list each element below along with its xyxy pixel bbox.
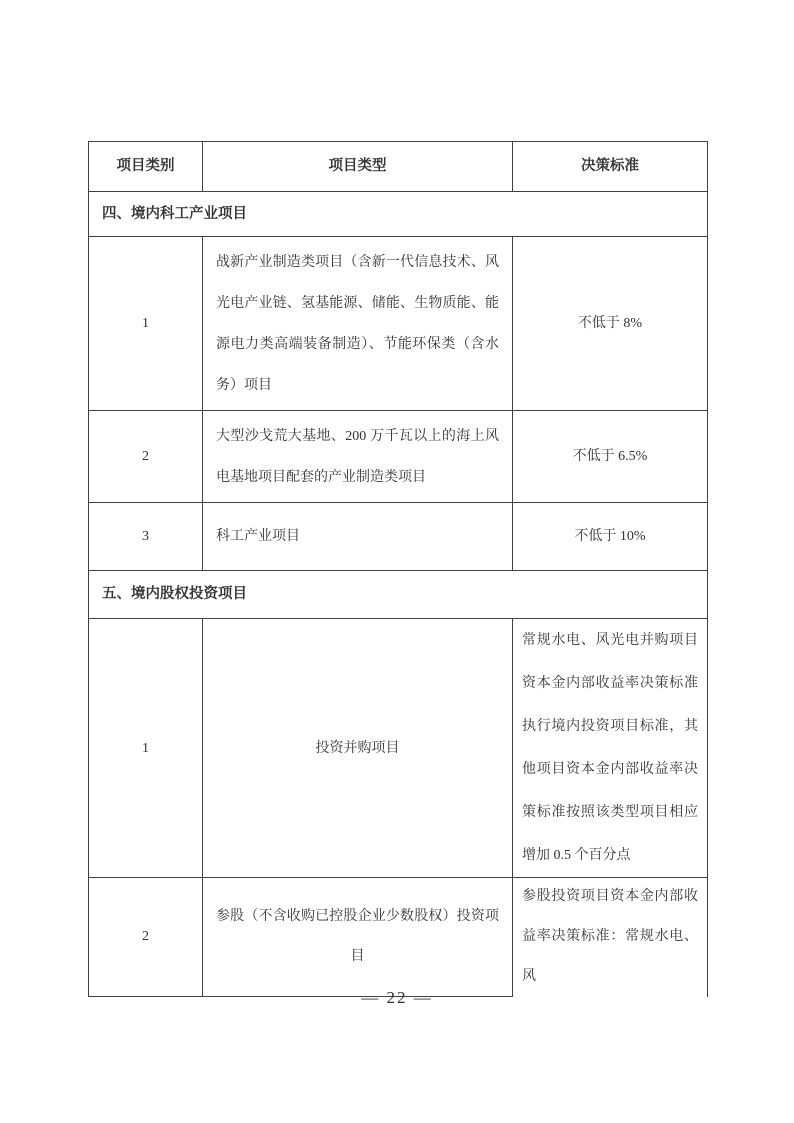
table-header-row <box>88 142 708 192</box>
project-type-cell <box>203 237 513 411</box>
header-cell-type: 项目类型 <box>203 142 513 192</box>
project-type-cell: 投资并购项目 <box>203 619 513 878</box>
project-type-text: 大型沙戈荒大基地、200 万千瓦以上的海上风电基地项目配套的产业制造类项目 <box>216 428 499 485</box>
decision-standards-table <box>88 141 708 984</box>
project-type-text: 参股（不含收购已控股企业少数股权）投资项目 <box>216 908 499 964</box>
section-row-4 <box>88 192 708 237</box>
decision-standard-cell <box>513 877 708 997</box>
table-row <box>88 619 708 877</box>
page-number: — 22 — <box>361 988 433 1007</box>
header-cell-category: 项目类别 <box>88 142 203 192</box>
decision-standard-cell: 不低于 6.5% <box>513 411 708 503</box>
section-title-5: 五、境内股权投资项目 <box>88 571 708 619</box>
decision-standard-cell <box>513 619 708 878</box>
project-type-text: 战新产业制造类项目（含新一代信息技术、风光电产业链、氢基能源、储能、生物质能、能源电力类高端装备制造）、节能环保类（含水务）项目 <box>216 254 499 393</box>
row-number: 1 <box>88 237 203 411</box>
table-row <box>88 237 708 411</box>
project-type-cell <box>203 877 513 997</box>
project-type-cell <box>203 503 513 571</box>
row-number: 1 <box>88 619 203 878</box>
section-row-5 <box>88 571 708 619</box>
section-title-4: 四、境内科工产业项目 <box>88 192 708 237</box>
row-number: 2 <box>88 411 203 503</box>
header-cell-standard: 决策标准 <box>513 142 708 192</box>
project-type-text: 科工产业项目 <box>216 529 300 544</box>
decision-standard-text: 常规水电、风光电并购项目资本金内部收益率决策标准执行境内投资项目标准，其他项目资本金内部收益率决策标准按照该类型项目相应增加 0.5 个百分点 <box>522 633 698 863</box>
table-row <box>88 411 708 503</box>
decision-standard-cell: 不低于 8% <box>513 237 708 411</box>
row-number: 2 <box>88 877 203 997</box>
project-type-cell <box>203 411 513 503</box>
decision-standard-cell: 不低于 10% <box>513 503 708 571</box>
table-row <box>88 877 708 984</box>
decision-standard-text: 参股投资项目资本金内部收益率决策标准：常规水电、风 <box>522 889 698 984</box>
table-row <box>88 503 708 571</box>
row-number: 3 <box>88 503 203 571</box>
